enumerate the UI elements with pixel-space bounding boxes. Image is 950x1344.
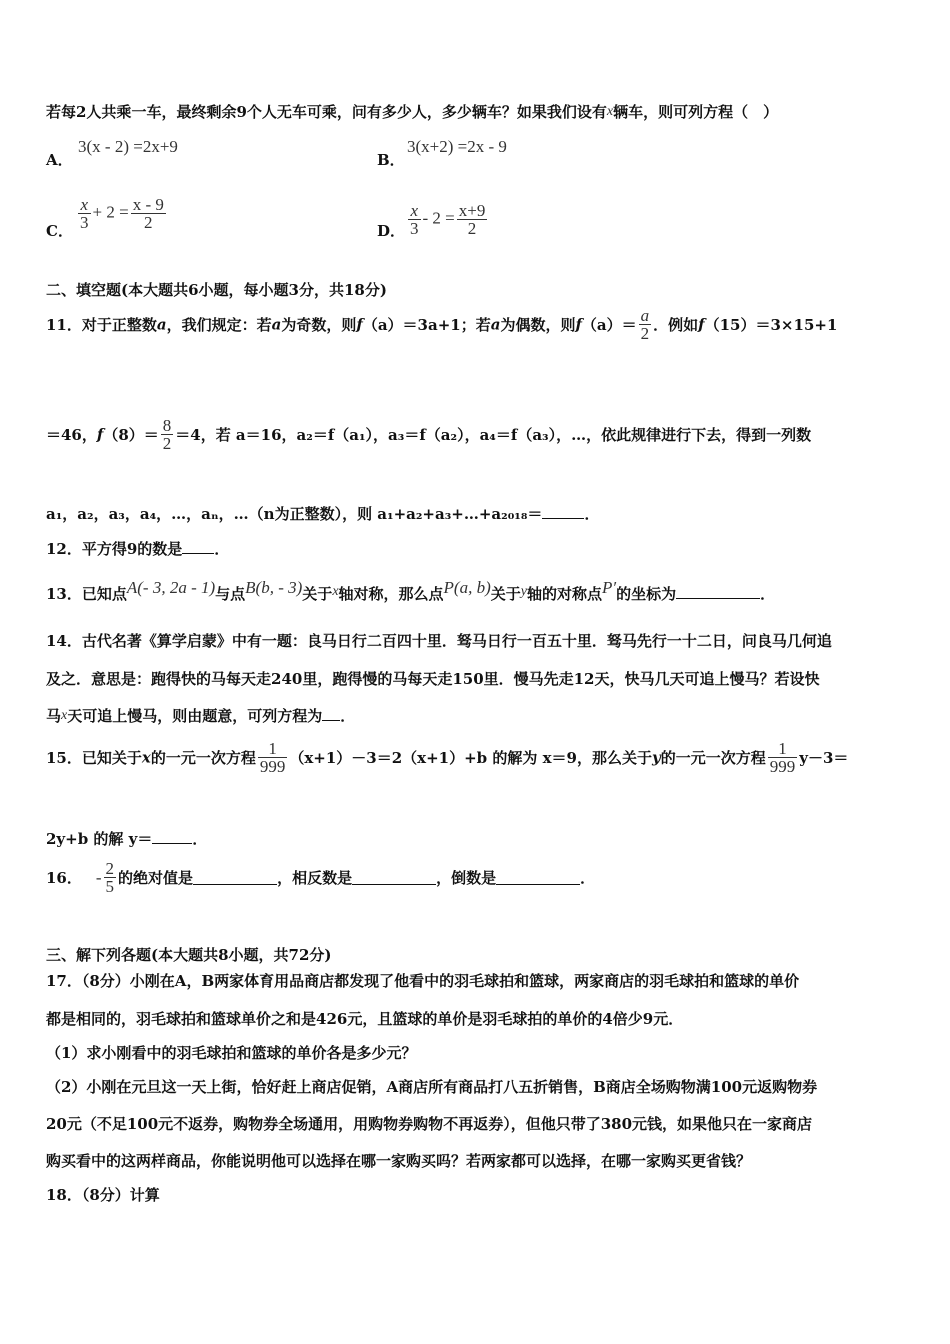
q11-l3-end: ． xyxy=(584,505,600,523)
q13-x: x xyxy=(332,584,339,599)
q11-frac-num: a xyxy=(640,306,650,325)
q16-opposite-blank[interactable] xyxy=(352,870,436,885)
q10-c-den2: 2 xyxy=(131,213,166,231)
q10-option-a-label: A． xyxy=(46,151,73,169)
q11-frac2-num: 8 xyxy=(162,416,172,435)
q11-l2-p1: ＝46， xyxy=(46,426,97,444)
q15-p1: 15．已知关于 xyxy=(46,749,142,767)
q14-l3a: 马 xyxy=(46,707,62,725)
q13-y: y xyxy=(520,584,527,599)
q11-l3: a₁，a₂，a₃，a₄，…，aₙ，…（n为正整数），则 a₁+a₂+a₃+…+a₂₀₁₈＝ xyxy=(46,505,543,523)
q17-line-4: （2）小刚在元旦这一天上街，恰好赶上商店促销，A商店所有商品打八五折销售，B商店全场购物满100元返购物券 xyxy=(46,1078,818,1096)
q15-frac1-den: 999 xyxy=(259,757,286,776)
q15-frac-2 xyxy=(768,740,798,775)
q11-f-3: f xyxy=(698,315,705,334)
q16 xyxy=(46,860,595,895)
q11-frac-8-over-2 xyxy=(161,417,174,452)
q15-line-2 xyxy=(46,829,207,849)
q15-frac1-num: 1 xyxy=(268,739,277,758)
q11-l2-f: f xyxy=(96,425,104,444)
q10-c-mid: + 2 = xyxy=(92,202,129,222)
q13-p2: 与点 xyxy=(215,585,246,603)
q11-line-3 xyxy=(46,504,599,524)
q10-stem xyxy=(46,102,778,122)
q11-p6: （a）＝ xyxy=(581,316,637,334)
q10-option-c-expr xyxy=(76,196,168,231)
q15-p4: 的一元一次方程 xyxy=(660,749,766,767)
q15-p5: y－3＝ xyxy=(799,749,849,767)
q16-sign: - xyxy=(95,867,102,887)
q10-stem-end: 辆车，则可列方程（ ） xyxy=(613,103,779,121)
q11-l2-p2: （8）＝ xyxy=(103,426,159,444)
q16-p2: ，相反数是 xyxy=(277,869,353,887)
q17-line-5: 20元（不足100元不返券，购物券全场通用，用购物券购物不再返券），但他只带了380元钱，如果他只在一家商店 xyxy=(46,1115,813,1133)
q13-p1: 13．已知点 xyxy=(46,585,127,603)
q12-answer-blank[interactable] xyxy=(182,539,214,554)
q11-f-2: f xyxy=(575,315,582,334)
q10-c-num1: x xyxy=(80,195,89,214)
q10-d-mid: - 2 = xyxy=(422,208,455,228)
q10-c-den1: 3 xyxy=(80,213,89,232)
q15-frac2-den: 999 xyxy=(769,757,796,776)
q16-p3: ，倒数是 xyxy=(436,869,497,887)
q11-f: f xyxy=(356,315,363,334)
q15-p2: 的一元一次方程 xyxy=(150,749,256,767)
q10-d-frac1 xyxy=(408,202,421,237)
q11-p7: ．例如 xyxy=(653,316,699,334)
q14-line-3 xyxy=(46,706,355,726)
q10-d-num2: x+9 xyxy=(458,201,486,220)
q14-line-2: 及之．意思是：跑得快的马每天走240里，跑得慢的马每天走150里．慢马先走12天，快马几天可追上慢马？若设快 xyxy=(46,670,820,688)
q17-line-1: 17．（8分）小刚在A，B两家体育用品商店都发现了他看中的羽毛球拍和篮球，两家商店的羽毛球拍和篮球的单价 xyxy=(46,972,800,990)
q14-end: ． xyxy=(340,707,356,725)
q13-point-p: P(a, b) xyxy=(443,578,491,597)
q11-answer-blank[interactable] xyxy=(542,504,584,519)
q12-end: ． xyxy=(214,540,230,558)
q13-point-p-prime: P′ xyxy=(602,578,617,597)
q10-option-a-expr: 3(x - 2) =2x+9 xyxy=(78,137,178,156)
q11-a-2: a xyxy=(271,315,282,334)
q12 xyxy=(46,539,229,559)
q14-line-1: 14．古代名著《算学启蒙》中有一题：良马日行二百四十里．驽马日行一百五十里．驽马先行一十二日，问良马几何追 xyxy=(46,632,832,650)
q11-a-3: a xyxy=(490,315,501,334)
q13-p4: 轴对称，那么点 xyxy=(338,585,444,603)
q18: 18．（8分）计算 xyxy=(46,1186,160,1204)
q11-p5: 为偶数，则 xyxy=(500,316,576,334)
q16-reciprocal-blank[interactable] xyxy=(496,870,580,885)
q10-option-b-expr: 3(x+2) =2x - 9 xyxy=(407,137,507,156)
q15-line-1 xyxy=(46,740,848,775)
q11-l2-p3: ＝4，若 a xyxy=(175,426,246,444)
q11-frac2-den: 2 xyxy=(162,434,172,453)
q11-p2: ，我们规定：若 xyxy=(166,316,272,334)
q10-option-b-label: B． xyxy=(377,151,405,169)
q14-x: x xyxy=(61,708,68,723)
q13-point-b: B(b, - 3) xyxy=(245,578,303,597)
q16-frac xyxy=(104,860,117,895)
q10-c-frac2 xyxy=(131,196,166,231)
q11-l2-tail: ＝16，a₂＝f（a₁），a₃＝f（a₂），a₄＝f（a₃），…，依此规律进行下去，得到一列数 xyxy=(245,426,812,444)
q15-p3: （x+1）－3＝2（x+1）+b 的解为 x＝9，那么关于 xyxy=(289,749,652,767)
q17-line-2: 都是相同的，羽毛球拍和篮球单价之和是426元，且篮球的单价是羽毛球拍的单价的4倍少9元． xyxy=(46,1010,684,1028)
q13-p3: 关于 xyxy=(302,585,333,603)
q11-p8: （15）＝3×15+1 xyxy=(704,316,838,334)
q15-x: x xyxy=(141,748,151,767)
q16-frac-num: 2 xyxy=(105,859,115,878)
section-3-heading: 三、解下列各题(本大题共8小题，共72分) xyxy=(46,946,332,964)
q13-p6: 轴的对称点 xyxy=(527,585,603,603)
q11-p4: （a）＝3a+1；若 xyxy=(362,316,491,334)
q14-answer-blank[interactable] xyxy=(322,706,340,721)
q13-p5: 关于 xyxy=(490,585,521,603)
q12-text: 12．平方得9的数是 xyxy=(46,540,183,558)
q15-frac2-num: 1 xyxy=(778,739,787,758)
q11-p1: 11．对于正整数 xyxy=(46,316,157,334)
q16-abs-blank[interactable] xyxy=(193,870,277,885)
q13-p7: 的坐标为 xyxy=(616,585,677,603)
q11-frac-a-over-2 xyxy=(639,307,652,342)
q13-answer-blank[interactable] xyxy=(676,584,760,599)
q10-option-d-label: D． xyxy=(377,222,406,240)
q10-d-num1: x xyxy=(410,201,419,220)
q10-stem-text: 若每2人共乘一车，最终剩余9个人无车可乘，问有多少人，多少辆车？如果我们设有 xyxy=(46,103,607,121)
q10-var: x xyxy=(606,104,614,119)
q15-l2: 2y+b 的解 y＝ xyxy=(46,830,153,848)
q17-line-6: 购买看中的这两样商品，你能说明他可以选择在哪一家购买吗？若两家都可以选择，在哪一家购买更省钱？ xyxy=(46,1152,752,1170)
q17-line-3: （1）求小刚看中的羽毛球拍和篮球的单价各是多少元？ xyxy=(46,1044,417,1062)
q11-p3: 为奇数，则 xyxy=(281,316,357,334)
q16-frac-den: 5 xyxy=(105,877,115,896)
q16-end: ． xyxy=(580,869,596,887)
q10-option-d-expr xyxy=(406,202,489,237)
q10-c-frac1 xyxy=(78,196,91,231)
q13 xyxy=(46,578,775,604)
q15-end: ． xyxy=(192,830,208,848)
q16-p1: 的绝对值是 xyxy=(118,869,194,887)
q13-point-a: A(- 3, 2a - 1) xyxy=(126,578,216,597)
q13-end: ． xyxy=(760,585,776,603)
q11-line-1 xyxy=(46,307,837,342)
q11-frac-den: 2 xyxy=(640,324,650,343)
q10-d-frac2 xyxy=(457,202,488,237)
q10-c-num2: x - 9 xyxy=(132,195,164,214)
section-2-heading: 二、填空题(本大题共6小题，每小题3分，共18分) xyxy=(46,281,387,299)
q15-y: y xyxy=(652,748,661,767)
q10-d-den2: 2 xyxy=(457,219,488,237)
q11-line-2 xyxy=(46,417,811,452)
q10-option-c-label: C． xyxy=(46,222,73,240)
q16-num: 16． xyxy=(46,869,82,887)
q11-a: a xyxy=(156,315,167,334)
q15-frac-1 xyxy=(258,740,288,775)
q15-answer-blank[interactable] xyxy=(152,829,192,844)
q14-l3b: 天可追上慢马，则由题意，可列方程为 xyxy=(67,707,323,725)
q10-d-den1: 3 xyxy=(410,219,419,238)
